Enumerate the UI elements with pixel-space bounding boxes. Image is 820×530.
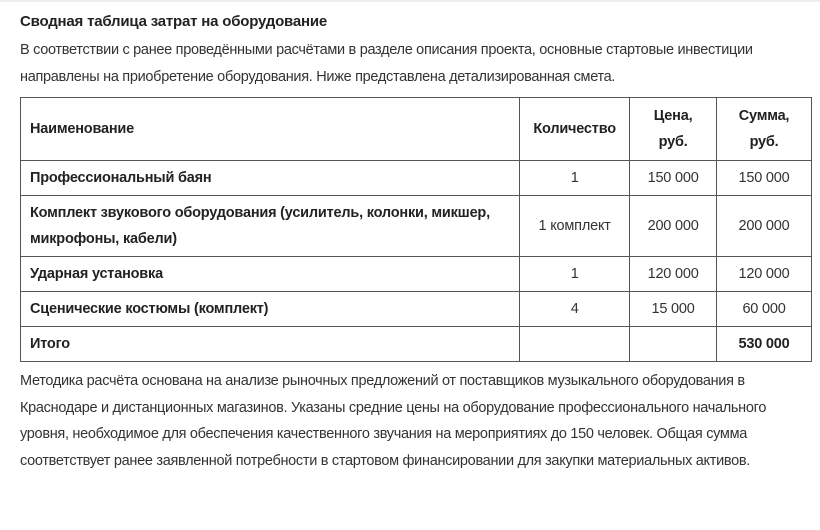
cell-quantity: 1: [520, 257, 630, 292]
cell-price: 120 000: [630, 257, 717, 292]
cell-quantity: 1: [520, 161, 630, 196]
table-row: [21, 257, 812, 292]
cell-sum: 200 000: [717, 196, 812, 257]
table-total-row: [21, 327, 812, 362]
total-price: [630, 327, 717, 362]
cell-name: Ударная установка: [21, 257, 520, 292]
section-title: Сводная таблица затрат на оборудование: [20, 13, 328, 30]
cell-sum: 120 000: [717, 257, 812, 292]
table-header-row: [21, 98, 812, 161]
document-section: [20, 10, 812, 474]
header-quantity: Количество: [520, 98, 630, 161]
cell-name: Комплект звукового оборудования (усилитель, колонки, микшер, микрофоны, кабели): [21, 196, 520, 257]
total-label: Итого: [21, 327, 520, 362]
total-sum: 530 000: [717, 327, 812, 362]
top-divider: [0, 0, 820, 2]
cell-sum: 60 000: [717, 292, 812, 327]
table-row: [21, 161, 812, 196]
cell-name: Профессиональный баян: [21, 161, 520, 196]
methodology-paragraph: Методика расчёта основана на анализе рыночных предложений от поставщиков музыкального оборудования в Краснодаре и дистанционных магазинов. Указаны средние цены на оборудование профессионального начального уровня, необходимое для обеспечения качественного звучания на мероприятиях до 150 человек. Общая сумма соответствует ранее заявленной потребности в стартовом финансировании для закупки материальных активов.: [20, 373, 767, 469]
cell-price: 200 000: [630, 196, 717, 257]
cell-price: 15 000: [630, 292, 717, 327]
intro-paragraph: В соответствии с ранее проведёнными расчётами в разделе описания проекта, основные стартовые инвестиции направлены на приобретение оборудования. Ниже представлена детализированная смета.: [20, 42, 753, 85]
table-row: [21, 292, 812, 327]
cell-quantity: 1 комплект: [520, 196, 630, 257]
cell-name: Сценические костюмы (комплект): [21, 292, 520, 327]
header-price: Цена, руб.: [630, 98, 717, 161]
cell-quantity: 4: [520, 292, 630, 327]
equipment-cost-table: [20, 97, 812, 362]
cell-sum: 150 000: [717, 161, 812, 196]
header-name: Наименование: [21, 98, 520, 161]
header-sum: Сумма, руб.: [717, 98, 812, 161]
table-row: [21, 196, 812, 257]
cell-price: 150 000: [630, 161, 717, 196]
total-quantity: [520, 327, 630, 362]
